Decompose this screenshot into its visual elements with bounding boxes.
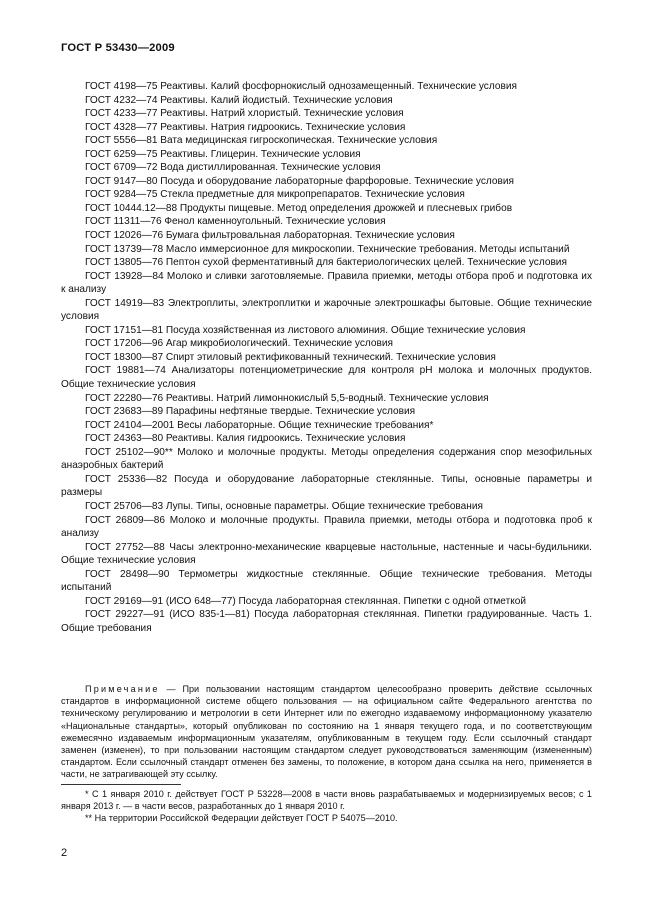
reference-item: ГОСТ 4232—74 Реактивы. Калий йодистый. Технические условия [85,94,393,106]
footnotes [61,788,592,825]
reference-item: ГОСТ 24104—2001 Весы лабораторные. Общие технические требования* [85,419,434,431]
note-text: — При пользовании настоящим стандартом целесообразно проверить действие ссылочных стандартов в информационной системе общего пользования — на официальном сайте Федерального агентства по техническому регулированию и метрологии в сети Интернет или по ежегодно издаваемому информационному указателю «Национальные стандарты», который опубликован по состоянию на 1 января текущего года, и по соответствующим ежемесячно издаваемым информационным указателям, опубликованным в текущем году. Если ссылочный стандарт заменен (изменен), то при пользовании настоящим стандартом следует руководствоваться заменяющим (измененным) стандартом. Если ссылочный стандарт отменен без замены, то положение, в котором дана ссылка на него, применяется в части, не затрагивающей эту ссылку. [61,684,592,780]
reference-item: ГОСТ 18300—87 Спирт этиловый ректификованный технический. Технические условия [85,351,496,363]
reference-item: ГОСТ 17151—81 Посуда хозяйственная из листового алюминия. Общие технические условия [85,324,526,336]
footnote-divider [61,784,181,785]
reference-item: ГОСТ 13928—84 Молоко и сливки заготовляемые. Правила приемки, методы отбора проб и подготовка их к анализу [61,270,592,296]
reference-item: ГОСТ 24363—80 Реактивы. Калия гидроокись. Технические условия [85,433,406,445]
reference-item: ГОСТ 5556—81 Вата медицинская гигроскопическая. Технические условия [85,135,438,147]
reference-item: ГОСТ 4198—75 Реактивы. Калий фосфорнокислый однозамещенный. Технические условия [85,81,517,92]
reference-item: ГОСТ 25336—82 Посуда и оборудование лабораторные стеклянные. Типы, основные параметры и размеры [61,473,592,499]
reference-item: ГОСТ 4233—77 Реактивы. Натрий хлористый. Технические условия [85,108,404,120]
reference-item: ГОСТ 9284—75 Стекла предметные для микропрепаратов. Технические условия [85,189,465,201]
reference-item: ГОСТ 26809—86 Молоко и молочные продукты. Правила приемки, методы отбора и подготовка проб к анализу [61,514,592,540]
reference-item: ГОСТ 10444.12—88 Продукты пищевые. Метод определения дрожжей и плесневых грибов [85,202,513,214]
reference-item: ГОСТ 25102—90** Молоко и молочные продукты. Методы определения содержания спор мезофильных анаэробных бактерий [61,446,592,472]
note-paragraph [61,683,592,781]
reference-item: ГОСТ 4328—77 Реактивы. Натрия гидроокись. Технические условия [85,121,406,133]
footnote: * С 1 января 2010 г. действует ГОСТ Р 53228—2008 в части вновь разрабатываемых и модернизируемых весов; с 1 января 2013 г. — в части весов, разработанных до 1 января 2010 г. [61,789,592,812]
reference-item: ГОСТ 27752—88 Часы электронно-механические кварцевые настольные, настенные и часы-будильники. Общие технические условия [61,541,592,567]
reference-item: ГОСТ 25706—83 Лупы. Типы, основные параметры. Общие технические требования [85,500,483,512]
references-list [61,80,592,635]
reference-item: ГОСТ 23683—89 Парафины нефтяные твердые. Технические условия [85,406,416,418]
reference-item: ГОСТ 9147—80 Посуда и оборудование лабораторные фарфоровые. Технические условия [85,175,514,187]
reference-item: ГОСТ 12026—76 Бумага фильтровальная лабораторная. Технические условия [85,230,455,242]
reference-item: ГОСТ 13739—78 Масло иммерсионное для микроскопии. Технические требования. Методы испытаний [85,243,570,255]
reference-item: ГОСТ 17206—96 Агар микробиологический. Технические условия [85,338,393,350]
reference-item: ГОСТ 14919—83 Электроплиты, электроплитки и жарочные электрошкафы бытовые. Общие технические условия [61,297,592,323]
reference-item: ГОСТ 29227—91 (ИСО 835-1—81) Посуда лабораторная стеклянная. Пипетки градуированные. Часть 1. Общие требования [61,609,592,634]
reference-item: ГОСТ 28498—90 Термометры жидкостные стеклянные. Общие технические требования. Методы испытаний [61,568,592,594]
note-label: Примечание [85,684,160,694]
page-number: 2 [61,847,68,859]
reference-item: ГОСТ 29169—91 (ИСО 648—77) Посуда лабораторная стеклянная. Пипетки с одной отметкой [85,595,526,607]
reference-item: ГОСТ 22280—76 Реактивы. Натрий лимоннокислый 5,5-водный. Технические условия [85,392,489,404]
reference-item: ГОСТ 6709—72 Вода дистиллированная. Технические условия [85,162,381,174]
reference-item: ГОСТ 13805—76 Пептон сухой ферментативный для бактериологических целей. Технические условия [85,257,567,269]
page-header: ГОСТ Р 53430—2009 [61,42,175,54]
reference-item: ГОСТ 6259—75 Реактивы. Глицерин. Технические условия [85,148,361,160]
reference-item: ГОСТ 19881—74 Анализаторы потенциометрические для контроля pH молока и молочных продуктов. Общие технические условия [61,365,592,391]
footnote: ** На территории Российской Федерации действует ГОСТ Р 54075—2010. [85,813,398,824]
reference-item: ГОСТ 11311—76 Фенол каменноугольный. Технические условия [85,216,386,228]
